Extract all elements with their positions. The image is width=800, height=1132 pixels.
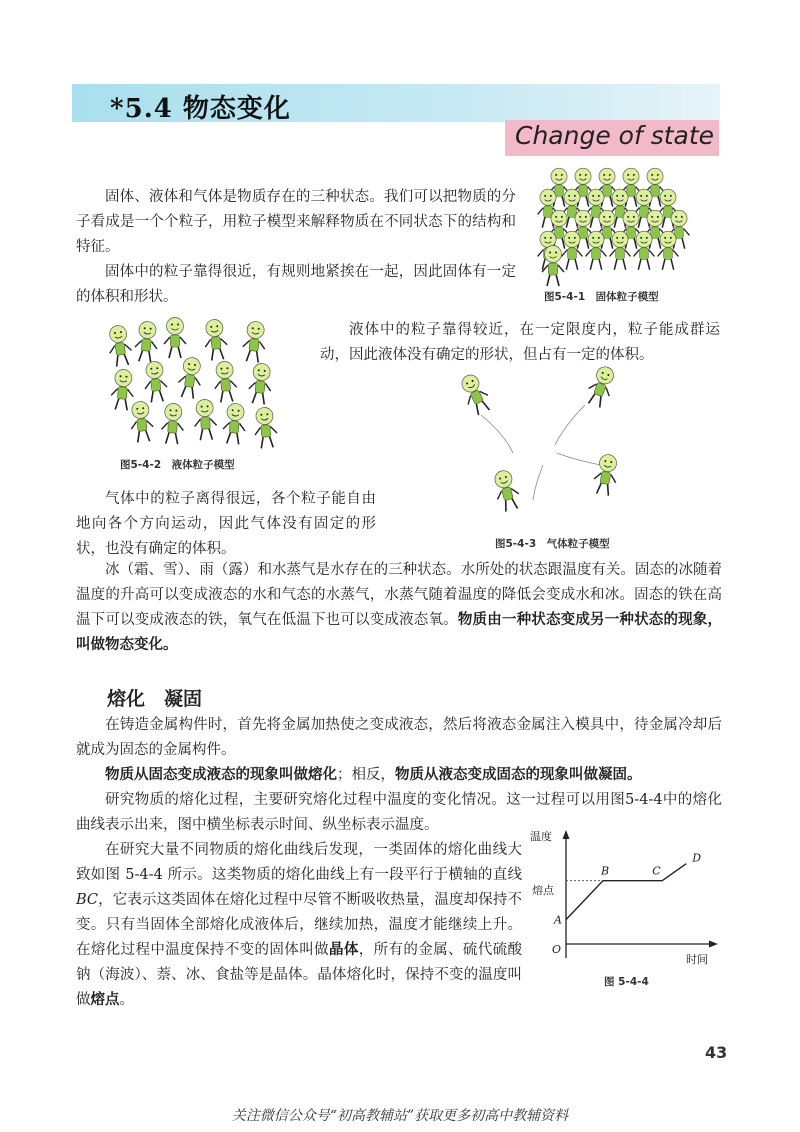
particle-figure (106, 324, 133, 367)
paragraph-intro: 固体、液体和气体是物质存在的三种状态。我们可以把物质的分子看成是一个个粒子，用粒子模型来解释物质在不同状态下的结构和特征。 (76, 189, 516, 255)
particle-figure (584, 364, 619, 410)
paragraph-gas: 气体中的粒子离得很远，各个粒子能自由地向各个方向运动，因此气体没有固定的形状，也没有确定的体积。 (76, 491, 376, 557)
definition-connector: ；相反， (337, 767, 395, 783)
x-axis-label: 时间 (686, 953, 708, 966)
paragraph-casting: 在铸造金属构件时，首先将金属加热使之变成液态，然后将液态金属注入模具中，待金属冷却后就成为固态的金属构件。 (76, 717, 722, 758)
water-states-text: 冰（霜、雪）、雨（露）和水蒸气是水存在的三种状态。水所处的状态跟温度有关。固态的冰随着温度的升高可以变成液态的水和气态的水蒸气，水蒸气随着温度的降低会变成水和冰。固态的铁在高温下可以变成液态的铁，氧气在低温下也可以变成液态氧。 (76, 562, 722, 628)
point-label-d: D (692, 851, 702, 865)
section-subtitle: Change of state (515, 121, 715, 150)
crystal-text-a: 在研究大量不同物质的熔化曲线后发现，一类固体的熔化曲线大致如图 5-4-4 所示。这类物质的熔化曲线上有一段平行于横轴的直线 (76, 842, 522, 883)
melting-curve-line (566, 864, 686, 920)
term-melting-point: 熔点 (90, 992, 120, 1008)
particle-figure (203, 318, 229, 361)
term-crystal: 晶体 (328, 942, 359, 958)
particle-figure (176, 356, 203, 399)
particle-figure (457, 371, 494, 417)
particle-figure (592, 453, 621, 497)
particle-figure (491, 468, 523, 513)
origin-label: O (552, 943, 562, 956)
point-label-b: B (601, 864, 610, 878)
crystal-text-c: ，所有的金属、硫代硫酸钠（海波）、萘、冰、食盐等是晶体。晶体熔化时，保持不变的温度叫做 (76, 942, 523, 1008)
definition-solidification: 物质从液态变成固态的现象叫做凝固。 (395, 767, 642, 783)
definition-melting: 物质从固态变成液态的现象叫做熔化 (105, 767, 337, 783)
particle-figure (562, 231, 583, 269)
particle-figure (542, 246, 564, 287)
paragraph-solid: 固体中的粒子靠得很近，有规则地紧挨在一起，因此固体有一定的体积和形状。 (76, 264, 516, 305)
definition-state-change: 物质由一种状态变成另一种状态的现象，叫做物态变化。 (76, 612, 723, 653)
particle-figure (586, 231, 607, 269)
page-number: 43 (705, 1043, 728, 1062)
y-axis-label: 温度 (530, 830, 552, 843)
particle-figure (134, 321, 159, 363)
particle-figure (143, 361, 168, 403)
melting-point-label: 熔点 (532, 884, 554, 897)
footer-note: 关注微信公众号“初高教辅站”获取更多初高中教辅资料 (231, 1108, 569, 1124)
particle-figure (610, 231, 631, 269)
particle-figure (658, 231, 679, 269)
segment-bc-label: BC (76, 892, 99, 908)
crystal-text-end: 。 (119, 992, 134, 1008)
point-label-a: A (554, 913, 562, 927)
paragraph-crystal (76, 838, 522, 1013)
figure-caption-solid: 图5-4-1 固体粒子模型 (544, 291, 659, 303)
melting-curve-chart (528, 828, 723, 973)
section-title: *5.4 物态变化 (110, 94, 291, 124)
paragraph-liquid: 液体中的粒子靠得较近，在一定限度内，粒子能成群运动，因此液体没有确定的形状，但占有一定的体积。 (320, 322, 720, 363)
particle-figure (253, 407, 278, 449)
particle-figure (193, 399, 217, 441)
solid-particle-model-figure (533, 165, 693, 280)
figure-caption-gas: 图5-4-3 气体粒子模型 (495, 538, 610, 550)
paragraph-definitions (76, 763, 722, 788)
crystal-text-b: ，它表示这类固体在熔化过程中尽管不断吸收热量，温度却保持不变。只有当固体全部熔化成液体后，继续加热，温度才能继续上升。在熔化过程中温度保持不变的固体叫做 (76, 892, 522, 958)
particle-figure (110, 369, 135, 411)
particle-figure (634, 231, 655, 269)
y-axis-arrow (563, 830, 570, 839)
particle-figure (222, 403, 247, 445)
particle-figure (161, 403, 185, 445)
figure-caption-liquid: 图5-4-2 液体粒子模型 (120, 459, 235, 471)
paragraph-melting-study: 研究物质的熔化过程，主要研究熔化过程中温度的变化情况。这一过程可以用图5-4-4中的熔化曲线表示出来，图中横坐标表示时间、纵坐标表示温度。 (76, 792, 722, 833)
particle-figure (164, 318, 186, 359)
particle-figure (247, 362, 273, 405)
figure-caption-chart: 图 5-4-4 (604, 976, 649, 988)
section-heading: 熔化 凝固 (107, 688, 203, 710)
particle-figure (213, 361, 238, 403)
particle-figure (129, 400, 155, 443)
paragraph-water-states (76, 558, 722, 658)
point-label-c: C (652, 864, 661, 878)
x-axis-arrow (709, 941, 718, 948)
particle-figure (241, 320, 267, 363)
gas-particle-model-figure (445, 365, 645, 530)
liquid-particle-model-figure (105, 318, 285, 448)
